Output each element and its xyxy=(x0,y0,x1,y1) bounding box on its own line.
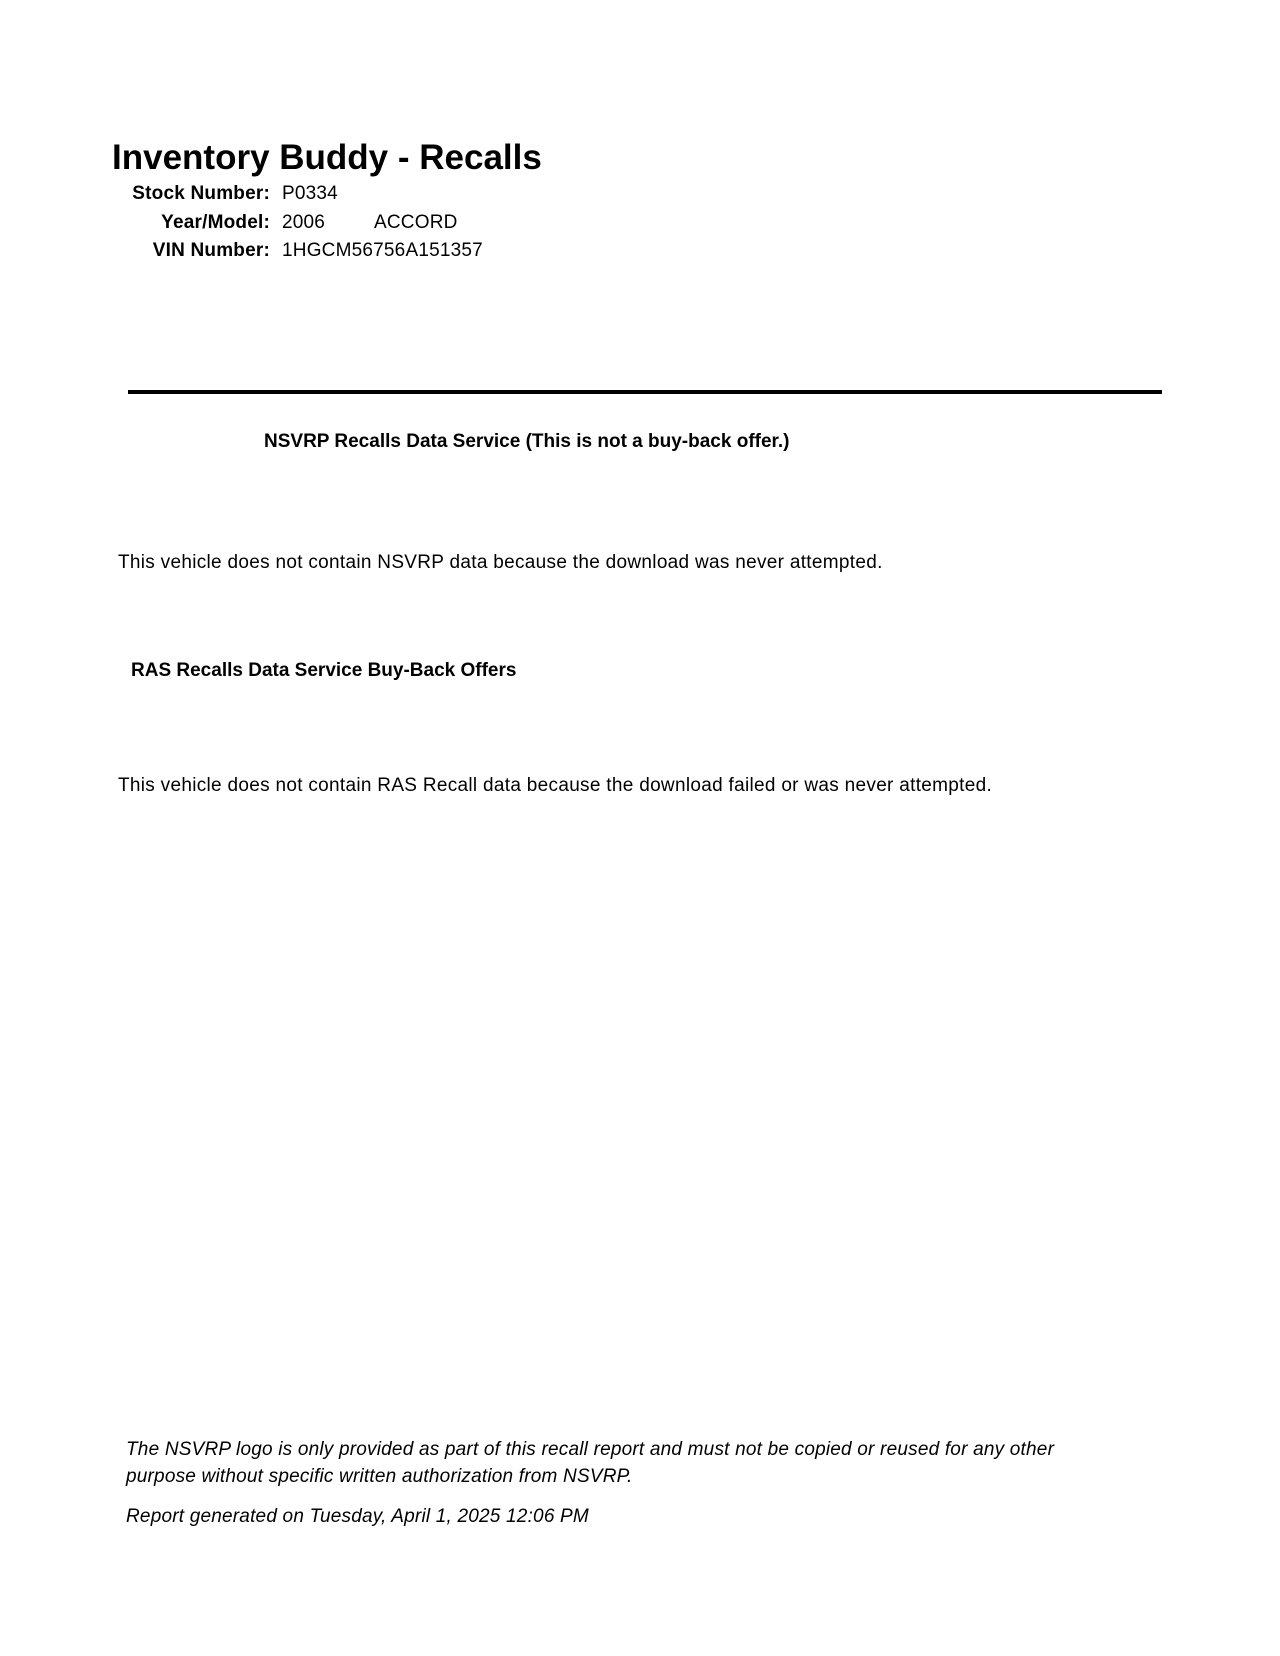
year-model-label: Year/Model: xyxy=(161,211,270,233)
nsvrp-section-body: This vehicle does not contain NSVRP data because the download was never attempted. xyxy=(118,552,883,573)
year-value: 2006 xyxy=(282,211,326,233)
report-title: Inventory Buddy - Recalls xyxy=(112,138,542,177)
disclaimer-line-1: The NSVRP logo is only provided as part of this recall report and must not be copied or reused for any other xyxy=(126,1439,1055,1460)
year-model-row xyxy=(110,209,483,238)
stock-number-value: P0334 xyxy=(282,183,338,204)
nsvrp-section-heading: NSVRP Recalls Data Service (This is not a buy-back offer.) xyxy=(264,431,790,452)
ras-section-body: This vehicle does not contain RAS Recall data because the download failed or was never attempted. xyxy=(118,775,993,796)
ras-section-heading: RAS Recalls Data Service Buy-Back Offers xyxy=(131,660,517,681)
stock-number-row xyxy=(110,180,483,209)
vin-label: VIN Number: xyxy=(152,240,270,261)
stock-number-label: Stock Number: xyxy=(132,183,270,204)
vin-value: 1HGCM56756A151357 xyxy=(282,240,483,261)
section-divider-rule xyxy=(128,390,1162,394)
disclaimer-text xyxy=(126,1436,1054,1490)
model-value: ACCORD xyxy=(374,211,458,233)
vin-row xyxy=(110,237,483,266)
report-generated-text: Report generated on Tuesday, April 1, 2025 12:06 PM xyxy=(126,1506,589,1527)
vehicle-info-block xyxy=(110,180,483,266)
disclaimer-line-2: purpose without specific written authorization from NSVRP. xyxy=(126,1466,633,1487)
